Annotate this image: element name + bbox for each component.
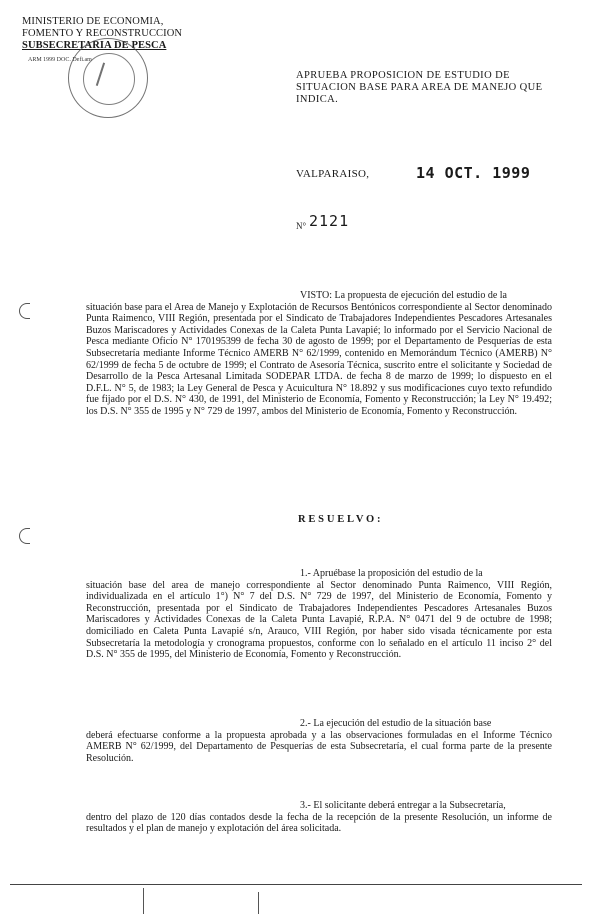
article-1-text: situación base del area de manejo correspondiente al Sector denominado Punta Raimenco, VIII Región, individualizada en el artículo 1°) N° 7 del D.S. N° 729 de 1997, del Ministerio de Economía, Fomento y Reconstrucción, presentada por el Sindicato de Trabajadores Independientes Pescadores Artesanales Buzos Mariscadores y Actividades Conexas de la Caleta Punta Lavapié, R.P.A. N° 0471 del 9 de octubre de 1998; domiciliado en Caleta Punta Lavapié s/n, Arauco, VIII Región, por haber sido visada técnicamente por esta Subsecretaría la metodología y cronograma propuestos, conforme con lo señalado en el artículo 11 inciso 2° del D.S. N° 355 de 1995, del Ministerio de Economía, Fomento y Reconstrucción. — [86, 579, 552, 661]
date-line — [296, 164, 566, 184]
date-stamp: 14 OCT. 1999 — [416, 164, 531, 182]
punch-hole-mark — [19, 303, 30, 319]
article-2-lead: 2.- La ejecución del estudio de la situación base — [300, 718, 492, 729]
article-2 — [86, 718, 552, 764]
visto-lead: VISTO: La propuesta de ejecución del estudio de la — [300, 290, 507, 301]
scan-margin-mark — [258, 892, 259, 914]
number-value: 2121 — [309, 212, 350, 230]
page-bottom-rule — [10, 884, 582, 885]
article-1 — [86, 568, 552, 661]
subsecretaria-name: SUBSECRETARIA DE PESCA — [22, 40, 167, 51]
visto-paragraph — [86, 290, 552, 418]
scan-margin-mark — [143, 888, 144, 914]
file-reference: ARM 1999 DOC. Defi.am — [28, 57, 92, 63]
ministry-name-line1: MINISTERIO DE ECONOMIA, — [22, 16, 164, 27]
visto-text: situación base para el Area de Manejo y Explotación de Recursos Bentónicos correspondiente al Sector denominado Punta Raimenco, VIII Región, presentada por el Sindicato de Trabajadores Independientes Pescadores Artesanales Buzos Mariscadores y Actividades Conexas de la Caleta Punta Lavapié; lo informado por el Servicio Nacional de Pesca mediante Oficio N° 170195399 de fecha 30 de agosto de 1999; por el Departamento de Pesquerías de esta Subsecretaría mediante Informe Técnico AMERB N° 62/1999, contenido en Memorándum Técnico (AMERB) N° 62/1999 de fecha 5 de octubre de 1999; el Contrato de Asesoría Técnica, suscrito entre el solicitante y Sociedad de Desarrollo de la Pesca Artesanal Limitada SODEPAR LTDA. de fecha 8 de marzo de 1999; lo dispuesto en el D.F.L. N° 5, de 1983; la Ley General de Pesca y Acuicultura N° 18.892 y sus modificaciones cuyo texto refundido fue fijado por el D.S. N° 430, de 1991, del Ministerio de Economía, Fomento y Reconstrucción; la Ley N° 19.492; los D.S. N° 355 de 1995 y N° 729 de 1997, ambos del Ministerio de Economía, Fomento y Reconstrucción. — [86, 301, 552, 417]
date-city: VALPARAISO, — [296, 168, 370, 180]
article-1-lead: 1.- Apruébase la proposición del estudio de la — [300, 568, 483, 579]
article-2-text: deberá efectuarse conforme a la propuesta aprobada y a las observaciones formuladas en el Informe Técnico AMERB N° 62/1999, del Departamento de Pesquerías de esta Subsecretaría, el cual forma parte de la presente Resolución. — [86, 729, 552, 764]
article-3-text: dentro del plazo de 120 días contados desde la fecha de la recepción de la presente Resolución, un informe de resultados y el plan de manejo y explotación del área solicitada. — [86, 811, 552, 835]
punch-hole-mark — [19, 528, 30, 544]
resolution-title: APRUEBA PROPOSICION DE ESTUDIO DE SITUACION BASE PARA AREA DE MANEJO QUE INDICA. — [296, 70, 543, 105]
ministry-name-line2: FOMENTO Y RECONSTRUCCION — [22, 28, 183, 39]
resuelvo-heading: RESUELVO: — [298, 514, 384, 525]
article-3-lead: 3.- El solicitante deberá entregar a la Subsecretaría, — [300, 800, 506, 811]
article-3 — [86, 800, 552, 835]
number-label: N° — [296, 221, 307, 231]
official-seal-stamp — [68, 38, 148, 118]
